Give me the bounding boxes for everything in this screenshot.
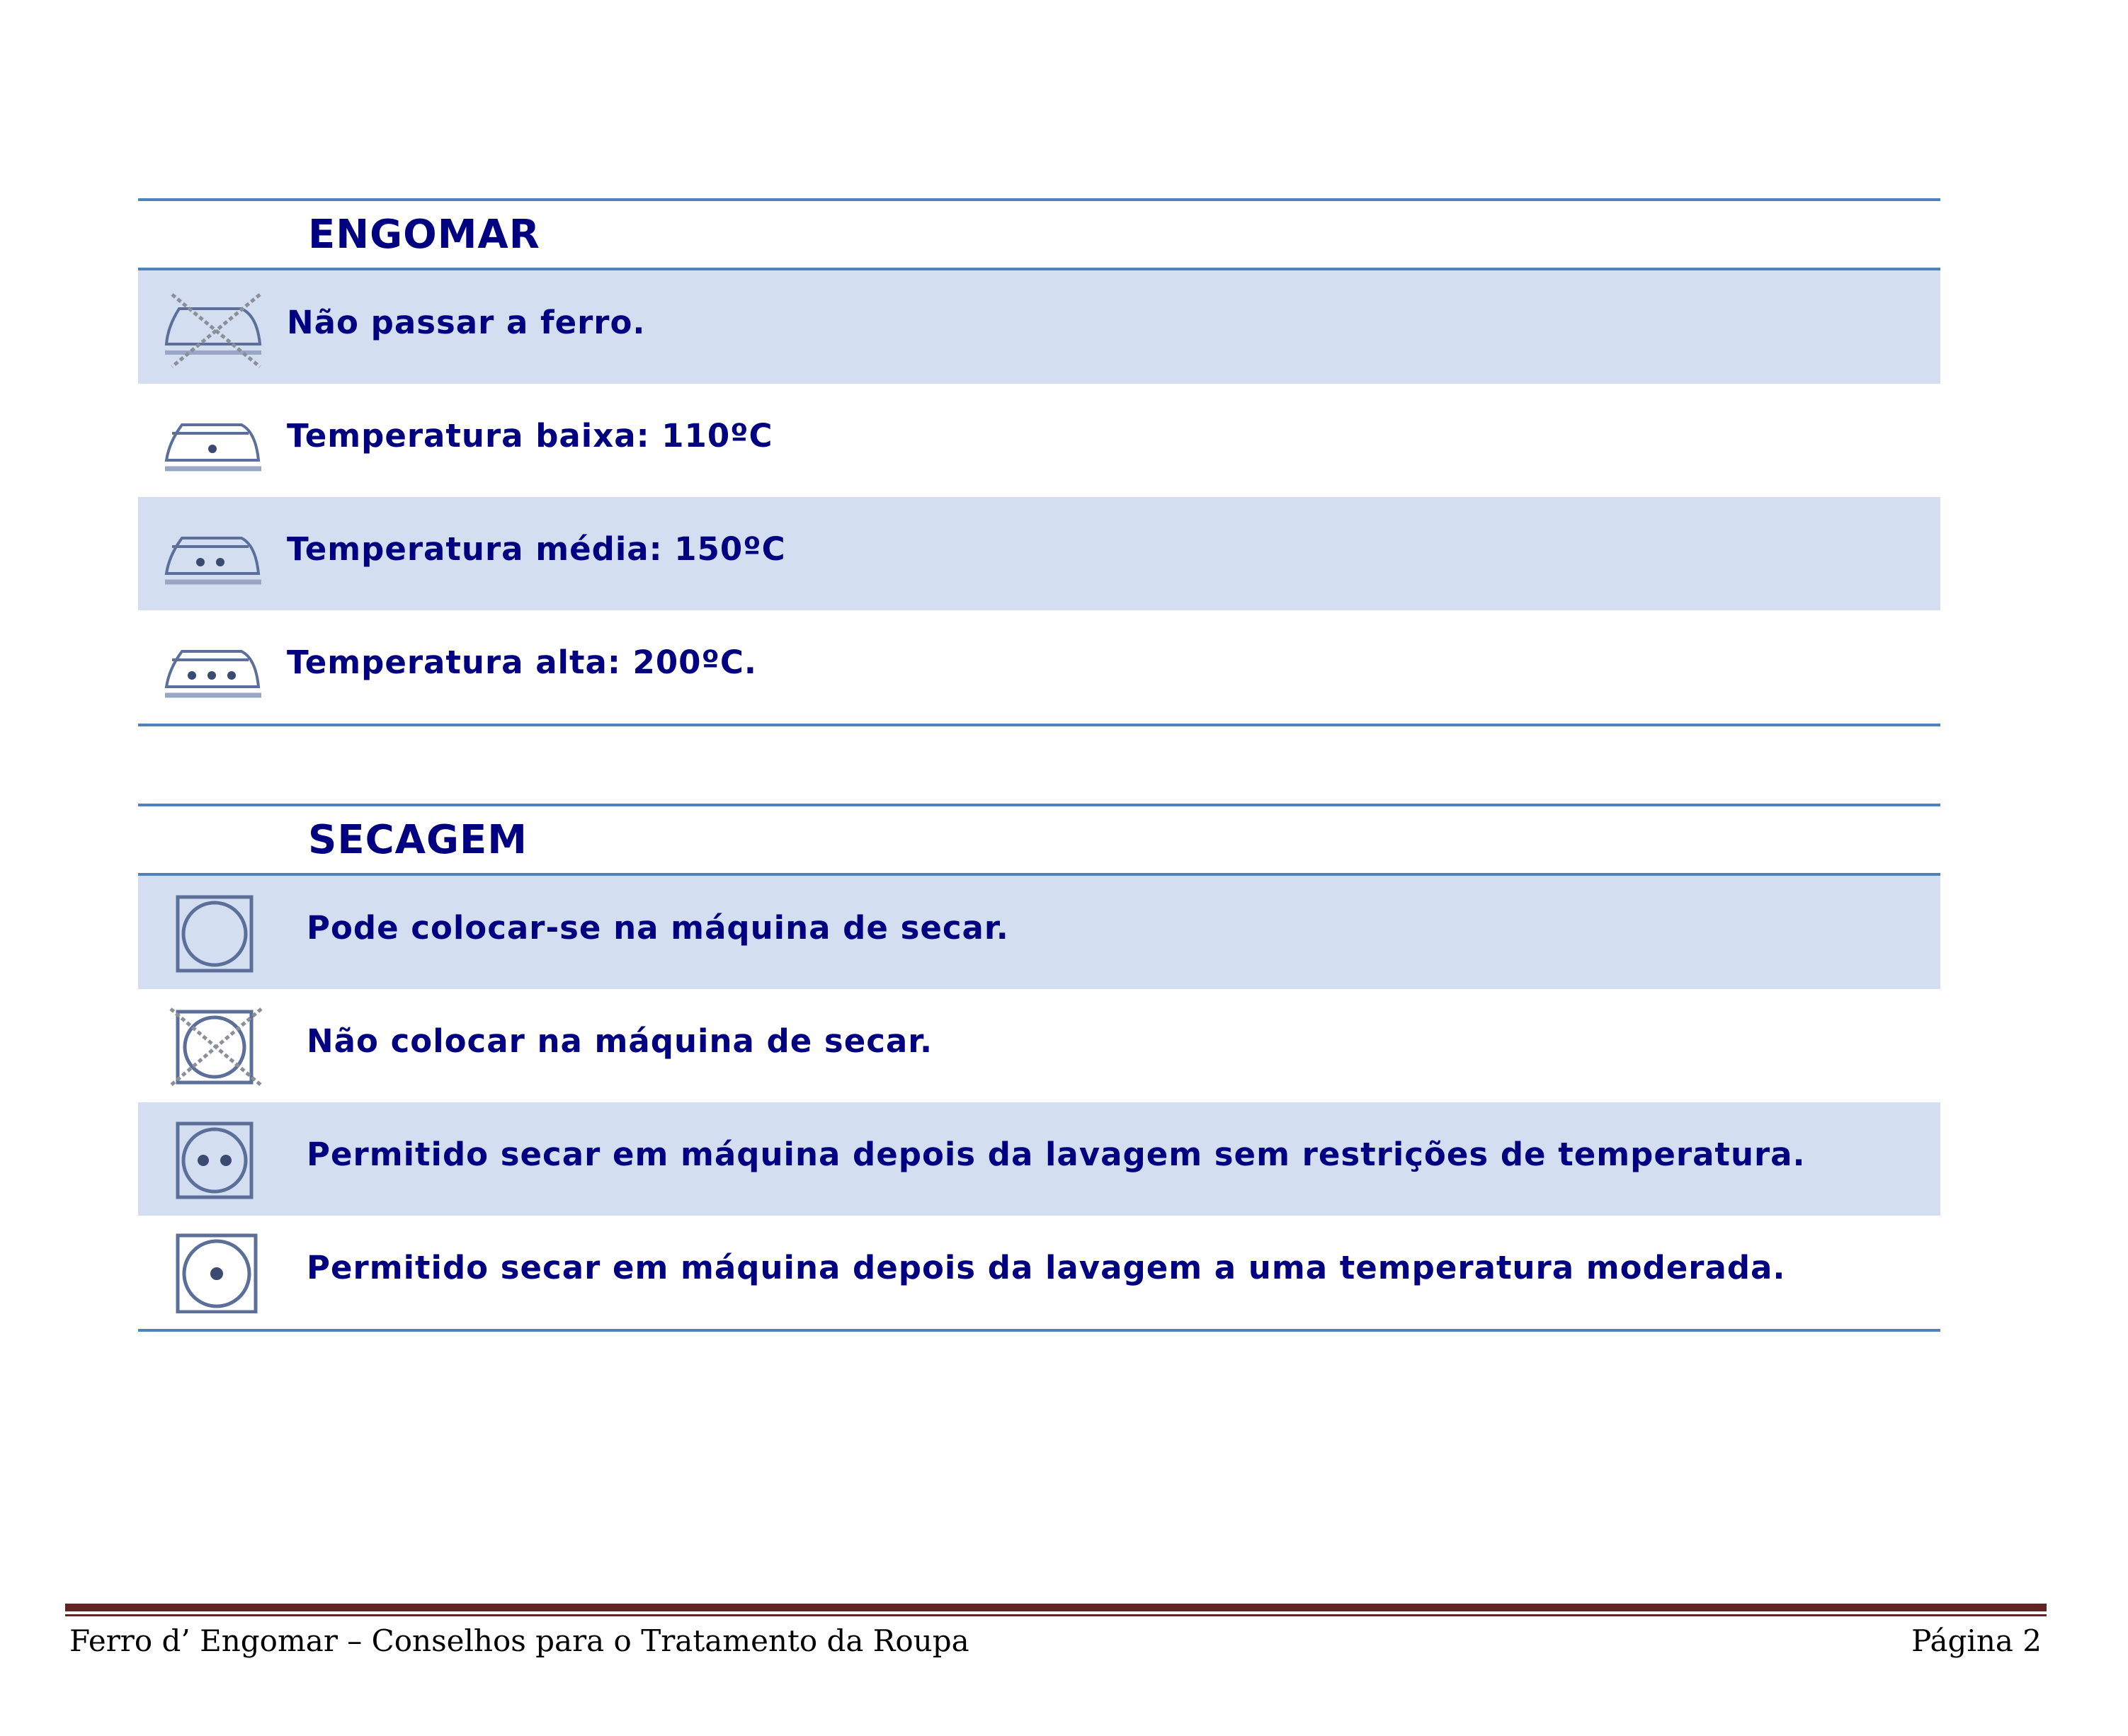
engomar-header: [138, 201, 1940, 270]
secagem-header: [138, 806, 1940, 876]
footer-document-title: Ferro d’ Engomar – Conselhos para o Tratamento da Roupa: [69, 1623, 969, 1658]
tumble-dry-one-dot-icon: [158, 1233, 264, 1313]
footer-divider-thin: [65, 1614, 2047, 1616]
tumble-dry-icon: [158, 893, 264, 973]
row-label: Não colocar na máquina de secar.: [307, 1022, 933, 1060]
iron-three-dots-icon: [158, 627, 264, 708]
iron-crossed-icon: [158, 287, 264, 368]
secagem-title: SECAGEM: [308, 817, 528, 863]
row-label: Temperatura baixa: 110ºC: [287, 417, 773, 455]
iron-two-dots-icon: [158, 514, 264, 595]
table-row: [138, 497, 1940, 610]
table-row: [138, 1216, 1940, 1329]
row-label: Permitido secar em máquina depois da lavagem sem restrições de temperatura.: [307, 1136, 1806, 1173]
footer-divider: [65, 1604, 2047, 1611]
tumble-dry-two-dots-icon: [158, 1119, 264, 1200]
row-label: Pode colocar-se na máquina de secar.: [307, 909, 1009, 947]
secagem-table: [138, 804, 1940, 1332]
table-row: [138, 989, 1940, 1102]
row-label: Temperatura alta: 200ºC.: [287, 644, 757, 681]
tumble-dry-crossed-icon: [158, 1006, 264, 1087]
row-label: Permitido secar em máquina depois da lavagem a uma temperatura moderada.: [307, 1249, 1786, 1286]
table-row: [138, 876, 1940, 989]
table-row: [138, 384, 1940, 497]
row-label: Temperatura média: 150ºC: [287, 530, 786, 568]
table-row: [138, 1102, 1940, 1216]
table-row: [138, 610, 1940, 724]
engomar-title: ENGOMAR: [308, 212, 540, 258]
engomar-table: [138, 198, 1940, 726]
row-label: Não passar a ferro.: [287, 304, 646, 341]
iron-one-dot-icon: [158, 401, 264, 481]
table-row: [138, 270, 1940, 384]
footer-page-number: Página 2: [1911, 1623, 2042, 1658]
